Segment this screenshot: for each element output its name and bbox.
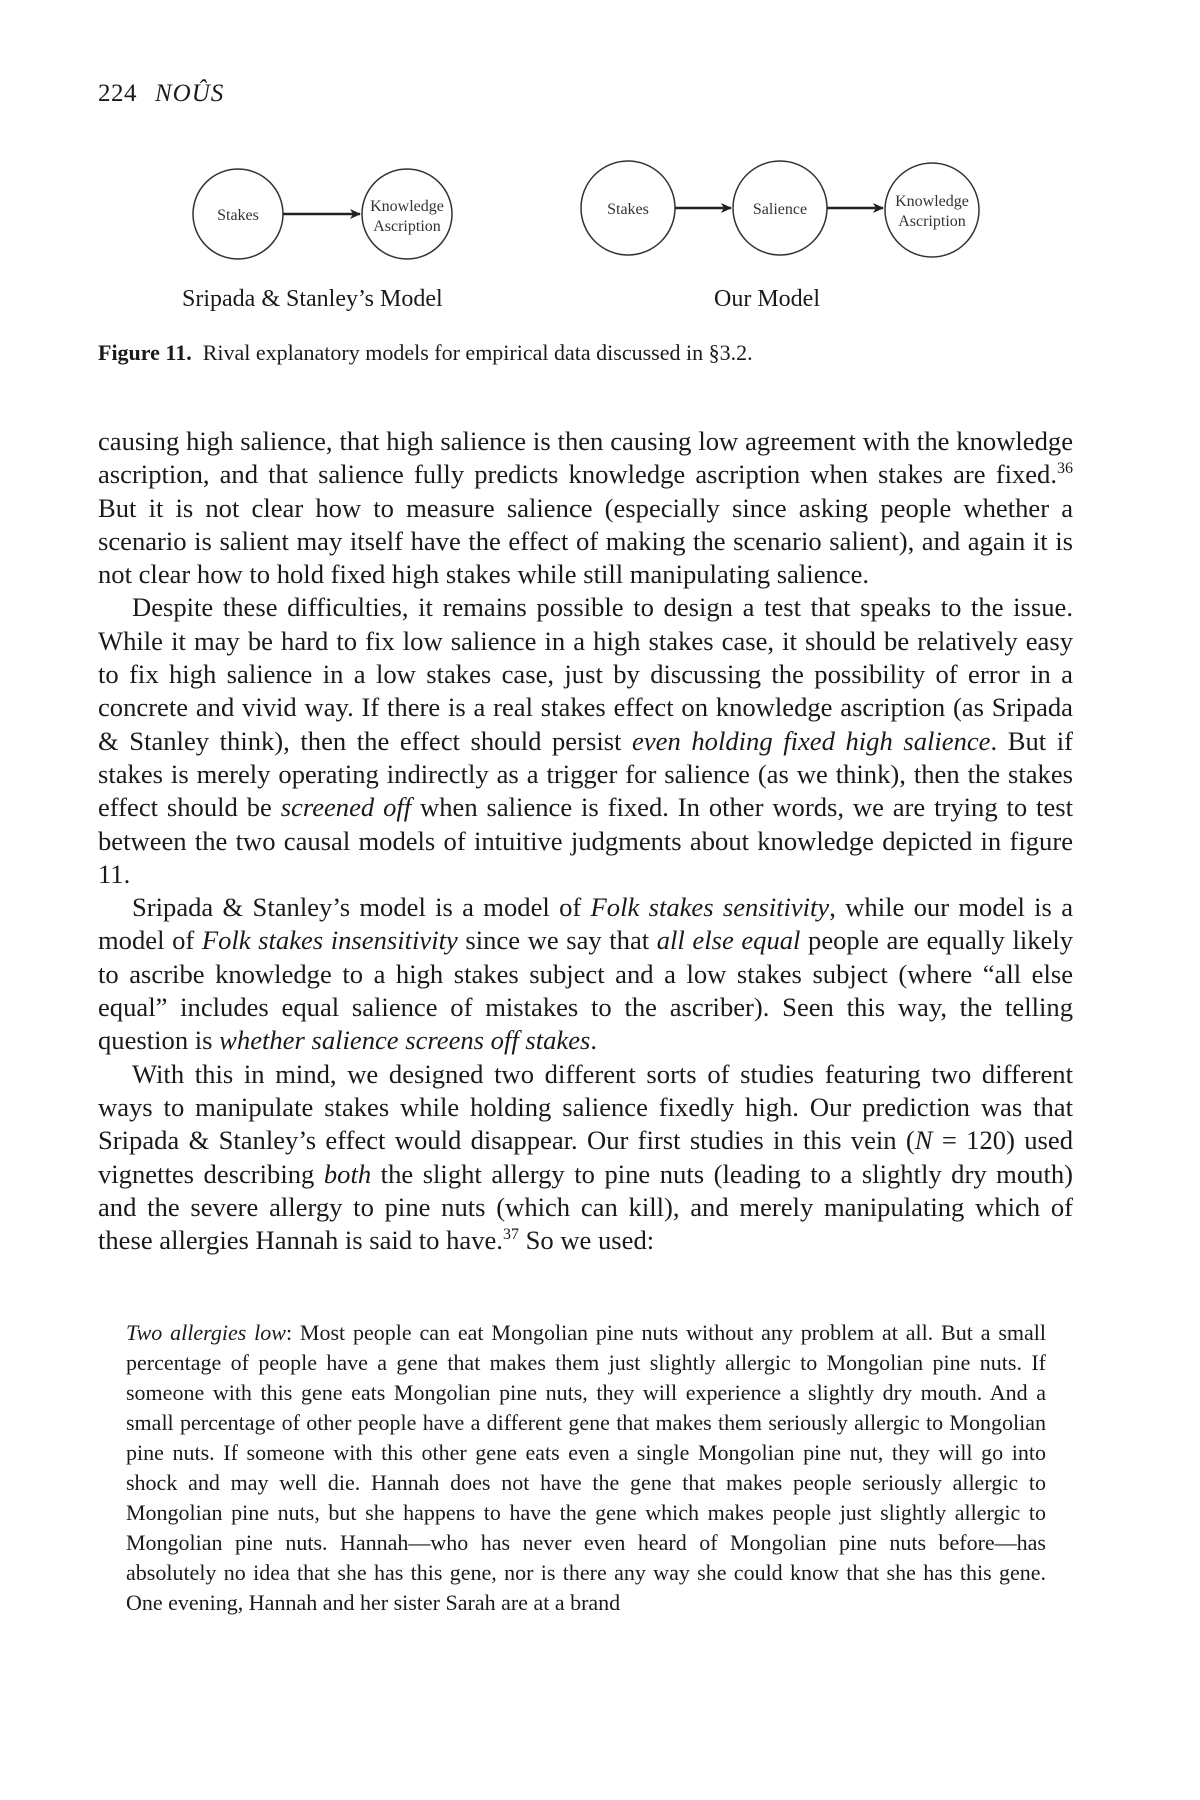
p2-text-c: when salience is fixed. In other words, we are trying to test between the two causal models of intuitive judgments about knowledge depicted in figure 11. (98, 792, 1073, 889)
paragraph-2 (98, 591, 1073, 891)
paragraph-1 (98, 425, 1073, 591)
vignette-text: : Most people can eat Mongolian pine nuts without any problem at all. But a small percentage of people have a gene that makes them just slightly allergic to Mongolian pine nuts. If someone with this gene eats Mongolian pine nuts, they will experience a slightly dry mouth. And a small percentage of other people have a different gene that makes them seriously allergic to Mongolian pine nuts. If someone with this other gene eats even a single Mongolian pine nut, they will go into shock and may well die. Hannah does not have the gene that makes people seriously allergic to Mongolian pine nuts, but she happens to have the gene which makes people just slightly allergic to Mongolian pine nuts. Hannah—who has never even heard of Mongolian pine nuts before—has absolutely no idea that she has this gene, nor is there any way she could know that she has this gene. One evening, Hannah and her sister Sarah are at a brand (126, 1320, 1046, 1615)
figure-11 (0, 0, 1200, 340)
node-label-knowledge-left-2: Ascription (373, 218, 441, 235)
right-model-diagram (581, 161, 979, 257)
footnote-36: 36 (1057, 460, 1073, 478)
journal-title: NOÛS (155, 80, 225, 107)
p3-emphasis-1: Folk stakes sensitivity (590, 892, 830, 923)
p3-emphasis-2: Folk stakes insensitivity (201, 925, 458, 956)
node-label-knowledge-right-2: Ascription (898, 213, 966, 230)
paragraph-3 (98, 891, 1073, 1057)
p4-text-b: = 120) used vignettes describing (98, 1125, 1074, 1189)
footnote-37: 37 (502, 1226, 519, 1244)
page-number: 224 (98, 80, 137, 107)
p3-emphasis-3: all else equal (656, 925, 801, 956)
node-label-knowledge-left-1: Knowledge (370, 198, 444, 215)
p4-sample-size-symbol: N (914, 1125, 933, 1156)
figure-caption-text: Rival explanatory models for empirical data discussed in §3.2. (202, 340, 753, 365)
p4-text-d: So we used: (518, 1225, 655, 1256)
causal-model-diagram (0, 0, 1200, 340)
p1-rest: But it is not clear how to measure salience (especially since asking people whether a scenario is salient may itself have the effect of making the scenario salient), and again it is not clear how to hold fixed high stakes while still manipulating salience. (98, 492, 1073, 590)
p4-text-c: the slight allergy to pine nuts (leading to a slightly dry mouth) and the severe allergy to pine nuts (which can kill), and merely manipulating which of these allergies Hannah is said to have. (98, 1158, 1073, 1256)
p2-text-a: Despite these difficulties, it remains possible to design a test that speaks to the issue. While it may be hard to fix low salience in a high stakes case, it should be relatively easy to fix high salience in a low stakes case, just by discussing the possibility of error in a concrete and vivid way. If there is a real stakes effect on knowledge ascription (as Sripada & Stanley think), then the effect should persist (98, 592, 1073, 756)
p3-text-a: Sripada & Stanley’s model is a model of (132, 892, 591, 923)
figure-caption-label: Figure 11. (98, 340, 192, 365)
right-model-label: Our Model (714, 286, 820, 312)
vignette-quote (126, 1318, 1046, 1618)
p4-emphasis-1: both (323, 1158, 372, 1189)
left-model-diagram (193, 169, 452, 259)
node-label-salience: Salience (752, 201, 808, 218)
p3-text-e: . (590, 1025, 598, 1056)
p3-emphasis-4: whether salience screens off stakes (219, 1025, 591, 1056)
vignette-title: Two allergies low (126, 1320, 286, 1345)
paragraph-4 (98, 1058, 1073, 1258)
p3-text-c: since we say that (457, 925, 657, 956)
body-text (98, 425, 1073, 1257)
p2-emphasis-1: even holding fixed high salience (632, 725, 991, 756)
p4-text-a: With this in mind, we designed two different sorts of studies featuring two different ways to manipulate stakes while holding salience fixedly high. Our prediction was that Sripada & Stanley’s effect would disappear. Our first studies in this vein ( (98, 1058, 1073, 1156)
left-model-label: Sripada & Stanley’s Model (182, 286, 443, 312)
p2-emphasis-2: screened off (280, 792, 412, 823)
node-label-knowledge-right-1: Knowledge (895, 193, 969, 210)
node-circle-knowledge-right (885, 163, 979, 257)
p3-text-b: , while our model is a model of (98, 892, 1073, 956)
figure-caption (98, 340, 753, 366)
p2-text-b: . But if stakes is merely operating indirectly as a trigger for salience (as we think), then the stakes effect should be (98, 725, 1073, 823)
p3-text-d: people are equally likely to ascribe knowledge to a high stakes subject and a low stakes subject (where “all else equal” includes equal salience of mistakes to the ascriber). Seen this way, the telling question is (98, 925, 1074, 1056)
vignette-paragraph (126, 1318, 1046, 1618)
p1-text: causing high salience, that high salience is then causing low agreement with the knowledge ascription, and that salience fully predicts knowledge ascription when stakes are fixed. (98, 426, 1073, 490)
node-label-stakes-left: Stakes (217, 207, 259, 224)
node-label-stakes-right: Stakes (607, 201, 649, 218)
